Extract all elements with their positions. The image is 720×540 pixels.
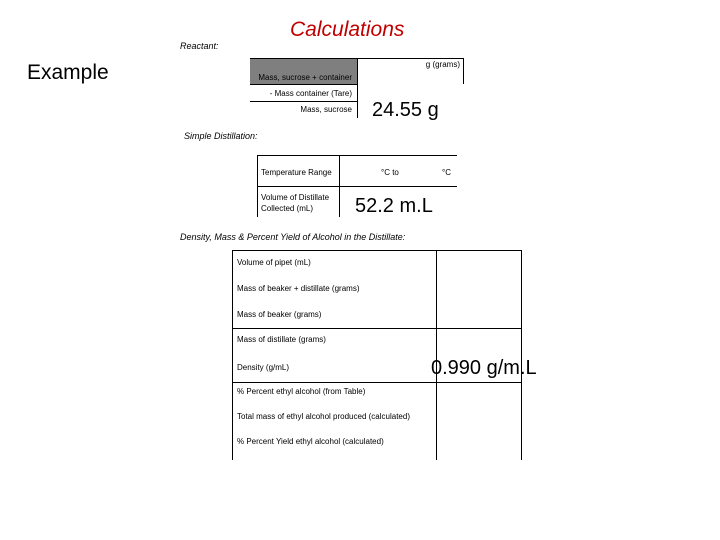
distillation-left-border [257,155,258,217]
density-top-border [232,250,522,251]
density-row-label: Volume of pipet (mL) [237,258,311,267]
reactant-column-divider [357,58,358,118]
density-heading: Density, Mass & Percent Yield of Alcohol in the Distillate: [180,232,406,242]
distillate-volume-label-line1: Volume of Distillate [261,193,330,202]
distillation-top-border [257,155,457,156]
density-table [232,250,522,460]
density-left-border [232,250,233,460]
distillation-heading: Simple Distillation: [184,131,258,141]
reactant-row-label: - Mass container (Tare) [269,89,352,98]
density-row-divider [232,328,522,329]
density-row-label: Mass of beaker + distillate (grams) [237,284,360,293]
temperature-range-label: Temperature Range [261,168,332,177]
density-column-divider [436,250,437,460]
density-row-label: Mass of beaker (grams) [237,310,322,319]
reactant-row-label: Mass, sucrose + container [258,73,352,82]
density-row-label: % Percent ethyl alcohol (from Table) [237,387,366,396]
distillation-column-divider [339,155,340,217]
example-label: Example [27,61,109,84]
density-row-label: Mass of distillate (grams) [237,335,326,344]
density-answer: 0.990 g/m.L [431,357,537,379]
reactant-row-label: Mass, sucrose [300,105,352,114]
density-row-label: % Percent Yield ethyl alcohol (calculated) [237,437,384,446]
distillation-answer: 52.2 m.L [355,195,433,217]
reactant-row-divider [250,84,357,85]
slide-title: Calculations [290,18,405,41]
density-row-label: Density (g/mL) [237,363,290,372]
reactant-heading: Reactant: [180,41,219,51]
reactant-column-header: g (grams) [425,60,460,69]
reactant-right-border [463,58,464,84]
temperature-from-unit: °C to [381,168,399,177]
reactant-answer: 24.55 g [372,99,439,121]
temperature-to-unit: °C [442,168,451,177]
density-right-border [521,250,522,460]
reactant-row-divider [250,101,357,102]
density-row-label: Total mass of ethyl alcohol produced (calculated) [237,412,410,421]
distillation-row-divider [257,186,457,187]
distillate-volume-label-line2: Collected (mL) [261,204,314,213]
density-row-divider [232,382,522,383]
